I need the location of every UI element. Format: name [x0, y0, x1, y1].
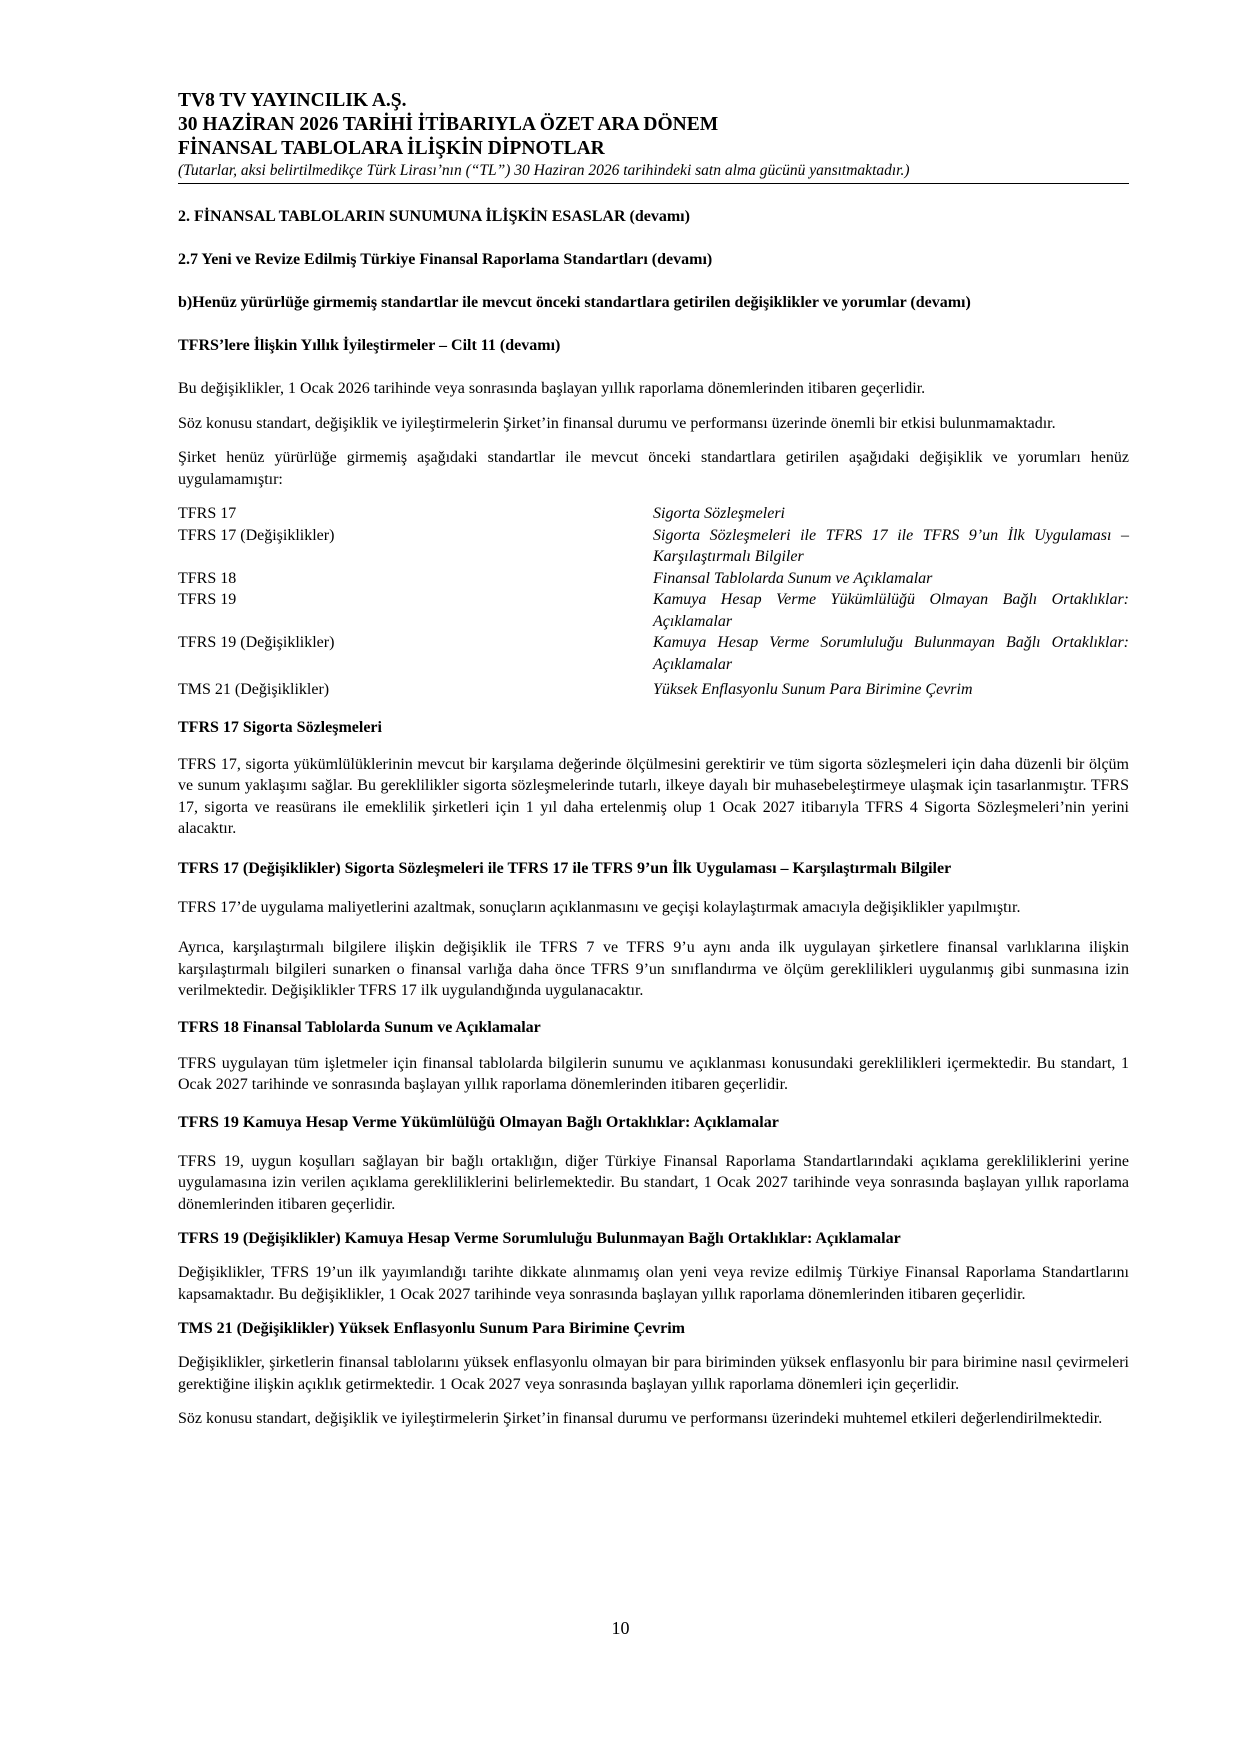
standard-code: TFRS 19 (Değişiklikler)	[178, 634, 335, 651]
tfrs19-heading: TFRS 19 Kamuya Hesap Verme Yükümlülüğü Olmayan Bağlı Ortaklıklar: Açıklamalar	[178, 1113, 779, 1131]
company-name: TV8 TV YAYINCILIK A.Ş.	[178, 90, 407, 111]
standard-code: TFRS 17 (Değişiklikler)	[178, 526, 335, 544]
subsubsection-heading: b)Henüz yürürlüğe girmemiş standartlar ile mevcut önceki standartlara getirilen değişiklikler ve yorumlar (devamı)	[178, 294, 971, 311]
standard-code: TFRS 18	[178, 569, 237, 587]
paragraph: Bu değişiklikler, 1 Ocak 2026 tarihinde veya sonrasında başlayan yıllık raporlama dönemlerinden itibaren geçerlidir.	[178, 380, 926, 397]
paragraph: Söz konusu standart, değişiklik ve iyileştirmelerin Şirket’in finansal durumu ve performansı üzerinde önemli bir etkisi bulunmamaktadır.	[178, 414, 1056, 432]
paragraph: TFRS 19, uygun koşulları sağlayan bir bağlı ortaklığın, diğer Türkiye Finansal Raporlama Standartlarındaki açıklama gerekliliklerini yerine uygulamasına izin verilen açıklama gerekliliklerini belirlemektedir. Bu standart, 1 Ocak 2027 tarihinde veya sonrasında başlayan yıllık raporlama dönemlerinden itibaren geçerlidir.	[178, 1152, 1129, 1213]
standard-description: Kamuya Hesap Verme Sorumluluğu Bulunmayan Bağlı Ortaklıklar: Açıklamalar	[653, 634, 1129, 673]
subsection-heading: 2.7 Yeni ve Revize Edilmiş Türkiye Finansal Raporlama Standartları (devamı)	[178, 251, 713, 268]
standard-code: TFRS 19	[178, 591, 237, 608]
paragraph: TFRS 17, sigorta yükümlülüklerinin mevcut bir karşılama değerinde ölçülmesini gerektirir ve tüm sigorta sözleşmeleri için daha düzenli bir ölçüm ve sunum yaklaşımı sağlar. Bu gereklilikler sigorta sözleşmelerinde tutarlı, ilkeye dayalı bir muhasebeleştirmeye ulaşmak için tasarlanmıştır. TFRS 17, sigorta ve reasürans ile emeklilik şirketleri için 1 yıl daha ertelenmiş olup 1 Ocak 2027 itibarıyla TFRS 4 Sigorta Sözleşmeleri’nin yerini alacaktır.	[178, 755, 1129, 837]
standard-description: Sigorta Sözleşmeleri	[653, 505, 785, 522]
paragraph: Şirket henüz yürürlüğe girmemiş aşağıdaki standartlar ile mevcut önceki standartlara getirilen aşağıdaki değişiklik ve yorumları henüz uygulamamıştır:	[178, 449, 1129, 488]
paragraph: Söz konusu standart, değişiklik ve iyileştirmelerin Şirket’in finansal durumu ve performansı üzerindeki muhtemel etkileri değerlendirilmektedir.	[178, 1410, 1103, 1427]
standards-list	[178, 503, 1129, 701]
report-period: 30 HAZİRAN 2026 TARİHİ İTİBARIYLA ÖZET ARA DÖNEM	[178, 114, 719, 135]
currency-note: (Tutarlar, aksi belirtilmedikçe Türk Lirası’nın (“TL”) 30 Haziran 2026 tarihindeki satn alma gücünü yansıtmaktadır.)	[178, 162, 910, 179]
paragraph: Ayrıca, karşılaştırmalı bilgilere ilişkin değişiklik ile TFRS 7 ve TFRS 9’u aynı anda ilk uygulayan şirketlere finansal varlıklarına ilişkin karşılaştırmalı bilgileri sunarken o finansal varlığa daha önce TFRS 9’un sınıflandırma ve ölçüm gereklilikleri uygulanmış gibi sunmasına izin verilmektedir. Değişiklikler TFRS 17 ilk uygulandığında uygulanacaktır.	[178, 939, 1129, 999]
standard-description: Yüksek Enflasyonlu Sunum Para Birimine Çevrim	[653, 681, 973, 698]
document-page	[178, 89, 1129, 1430]
standard-code: TFRS 17	[178, 505, 237, 522]
standard-description: Finansal Tablolarda Sunum ve Açıklamalar	[653, 569, 933, 587]
tfrs17-heading: TFRS 17 Sigorta Sözleşmeleri	[178, 718, 382, 736]
paragraph: Değişiklikler, şirketlerin finansal tablolarını yüksek enflasyonlu olmayan bir para biriminden yüksek enflasyonlu bir para birimine nasıl çevirmeleri gerektiğine ilişkin açıklık getirmektedir. 1 Ocak 2027 veya sonrasında başlayan yıllık raporlama dönemleri için geçerlidir.	[178, 1354, 1129, 1393]
paragraph: TFRS uygulayan tüm işletmeler için finansal tablolarda bilgilerin sunumu ve açıklanması konusundaki gereklilikleri içermektedir. Bu standart, 1 Ocak 2027 tarihinde ve sonrasında başlayan yıllık raporlama dönemlerinden itibaren geçerlidir.	[178, 1054, 1129, 1093]
document-header	[178, 89, 1129, 184]
tms21-heading: TMS 21 (Değişiklikler) Yüksek Enflasyonlu Sunum Para Birimine Çevrim	[178, 1320, 685, 1337]
report-title: FİNANSAL TABLOLARA İLİŞKİN DİPNOTLAR	[178, 138, 605, 159]
tfrs17-amendments-heading: TFRS 17 (Değişiklikler) Sigorta Sözleşmeleri ile TFRS 17 ile TFRS 9’un İlk Uygulaması – Karşılaştırmalı Bilgiler	[178, 859, 952, 877]
standard-code: TMS 21 (Değişiklikler)	[178, 681, 330, 698]
section-heading: 2. FİNANSAL TABLOLARIN SUNUMUNA İLİŞKİN ESASLAR (devamı)	[178, 208, 690, 225]
standard-description: Kamuya Hesap Verme Yükümlülüğü Olmayan Bağlı Ortaklıklar: Açıklamalar	[653, 591, 1129, 630]
tfrs19-amendments-heading: TFRS 19 (Değişiklikler) Kamuya Hesap Verme Sorumluluğu Bulunmayan Bağlı Ortaklıklar: Açıklamalar	[178, 1230, 901, 1247]
tfrs18-heading: TFRS 18 Finansal Tablolarda Sunum ve Açıklamalar	[178, 1018, 541, 1036]
page-number: 10	[611, 1618, 630, 1638]
paragraph: Değişiklikler, TFRS 19’un ilk yayımlandığı tarihte dikkate alınmamış olan yeni veya revize edilmiş Türkiye Finansal Raporlama Standartlarını kapsamaktadır. Bu değişiklikler, 1 Ocak 2027 tarihinde veya sonrasında başlayan yıllık raporlama dönemlerinden itibaren geçerlidir.	[178, 1264, 1129, 1303]
standard-description: Sigorta Sözleşmeleri ile TFRS 17 ile TFRS 9’un İlk Uygulaması – Karşılaştırmalı Bilgiler	[653, 526, 1129, 565]
annual-improvements-heading: TFRS’lere İlişkin Yıllık İyileştirmeler – Cilt 11 (devamı)	[178, 337, 561, 354]
paragraph: TFRS 17’de uygulama maliyetlerini azaltmak, sonuçların açıklanmasını ve geçişi kolaylaştırmak amacıyla değişiklikler yapılmıştır.	[178, 898, 1021, 916]
header-rule	[178, 183, 1129, 184]
